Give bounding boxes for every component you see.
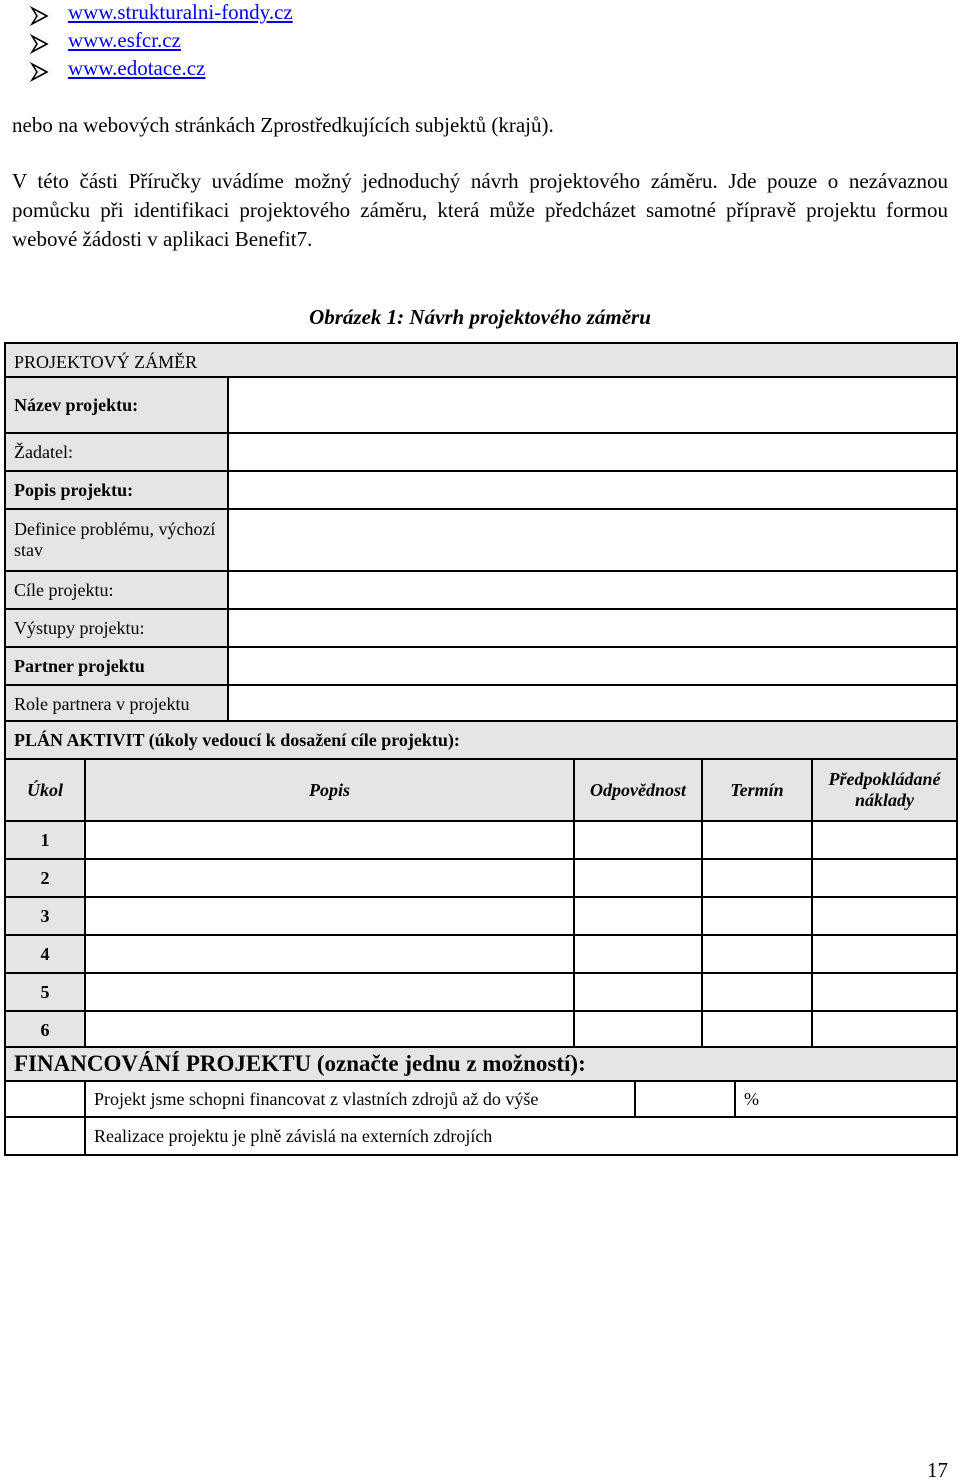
- arrow-bullet-icon: [30, 6, 50, 26]
- financing-option1-checkbox[interactable]: [5, 1081, 85, 1117]
- cell-responsibility[interactable]: [574, 897, 702, 935]
- col-costs: Předpokládané náklady: [812, 759, 957, 821]
- field-applicant[interactable]: [228, 433, 957, 471]
- row-number: 1: [5, 821, 85, 859]
- figure-caption: Obrázek 1: Návrh projektového záměru: [309, 305, 651, 329]
- cell-costs[interactable]: [812, 897, 957, 935]
- col-responsibility: Odpovědnost: [574, 759, 702, 821]
- activity-plan-table: [4, 720, 958, 1050]
- plan-heading: PLÁN AKTIVIT (úkoly vedoucí k dosažení cíle projektu):: [5, 721, 957, 759]
- field-project-description[interactable]: [228, 471, 957, 509]
- project-form-table: [4, 342, 958, 724]
- financing-option2-label: Realizace projektu je plně závislá na externích zdrojích: [85, 1117, 957, 1155]
- cell-responsibility[interactable]: [574, 1011, 702, 1049]
- cell-costs[interactable]: [812, 1011, 957, 1049]
- financing-option1-label: Projekt jsme schopni financovat z vlastních zdrojů až do výše: [85, 1081, 635, 1117]
- field-problem-definition[interactable]: [228, 509, 957, 571]
- label-project-description: Popis projektu:: [5, 471, 228, 509]
- financing-option2-checkbox[interactable]: [5, 1117, 85, 1155]
- financing-table: [4, 1046, 958, 1156]
- table-row: [5, 821, 957, 859]
- label-project-goals: Cíle projektu:: [5, 571, 228, 609]
- link-strukturalni-fondy[interactable]: www.strukturalni-fondy.cz: [68, 0, 293, 24]
- col-description: Popis: [85, 759, 574, 821]
- table-row: [5, 935, 957, 973]
- row-number: 4: [5, 935, 85, 973]
- cell-description[interactable]: [85, 859, 574, 897]
- link-esfcr[interactable]: www.esfcr.cz: [68, 28, 181, 52]
- financing-percent-label: %: [735, 1081, 957, 1117]
- paragraph-intro: V této části Příručky uvádíme možný jednoduchý návrh projektového záměru. Jde pouze o nezávaznou pomůcku při identifikaci projektového záměru, která může předcházet samotné přípravě projektu formou webové žádosti v aplikaci Benefit7.: [12, 169, 948, 251]
- field-project-name[interactable]: [228, 377, 957, 433]
- field-project-outputs[interactable]: [228, 609, 957, 647]
- col-task: Úkol: [5, 759, 85, 821]
- link-edotace[interactable]: www.edotace.cz: [68, 56, 206, 80]
- cell-description[interactable]: [85, 973, 574, 1011]
- col-deadline: Termín: [702, 759, 812, 821]
- cell-deadline[interactable]: [702, 935, 812, 973]
- label-applicant: Žadatel:: [5, 433, 228, 471]
- arrow-bullet-icon: [30, 34, 50, 54]
- arrow-bullet-icon: [30, 62, 50, 82]
- cell-responsibility[interactable]: [574, 973, 702, 1011]
- table-row: [5, 897, 957, 935]
- page-number: 17: [927, 1458, 948, 1482]
- cell-deadline[interactable]: [702, 821, 812, 859]
- field-partner[interactable]: [228, 647, 957, 685]
- row-number: 5: [5, 973, 85, 1011]
- cell-costs[interactable]: [812, 859, 957, 897]
- cell-description[interactable]: [85, 1011, 574, 1049]
- row-number: 3: [5, 897, 85, 935]
- financing-heading: FINANCOVÁNÍ PROJEKTU (označte jednu z možností):: [5, 1047, 957, 1081]
- label-project-name: Název projektu:: [5, 377, 228, 433]
- cell-costs[interactable]: [812, 973, 957, 1011]
- paragraph-websites: nebo na webových stránkách Zprostředkujících subjektů (krajů).: [12, 113, 554, 137]
- cell-description[interactable]: [85, 935, 574, 973]
- row-number: 6: [5, 1011, 85, 1049]
- label-partner-role: Role partnera v projektu: [5, 685, 228, 723]
- cell-description[interactable]: [85, 821, 574, 859]
- table-row: [5, 973, 957, 1011]
- table-row: [5, 1011, 957, 1049]
- financing-amount-field[interactable]: [635, 1081, 735, 1117]
- cell-deadline[interactable]: [702, 897, 812, 935]
- form-title: PROJEKTOVÝ ZÁMĚR: [5, 343, 957, 377]
- cell-responsibility[interactable]: [574, 859, 702, 897]
- label-problem-definition: Definice problému, výchozí stav: [5, 509, 228, 571]
- label-partner: Partner projektu: [5, 647, 228, 685]
- cell-responsibility[interactable]: [574, 821, 702, 859]
- row-number: 2: [5, 859, 85, 897]
- cell-responsibility[interactable]: [574, 935, 702, 973]
- label-project-outputs: Výstupy projektu:: [5, 609, 228, 647]
- cell-costs[interactable]: [812, 935, 957, 973]
- cell-costs[interactable]: [812, 821, 957, 859]
- table-row: [5, 859, 957, 897]
- cell-deadline[interactable]: [702, 859, 812, 897]
- field-project-goals[interactable]: [228, 571, 957, 609]
- cell-deadline[interactable]: [702, 973, 812, 1011]
- cell-deadline[interactable]: [702, 1011, 812, 1049]
- field-partner-role[interactable]: [228, 685, 957, 723]
- cell-description[interactable]: [85, 897, 574, 935]
